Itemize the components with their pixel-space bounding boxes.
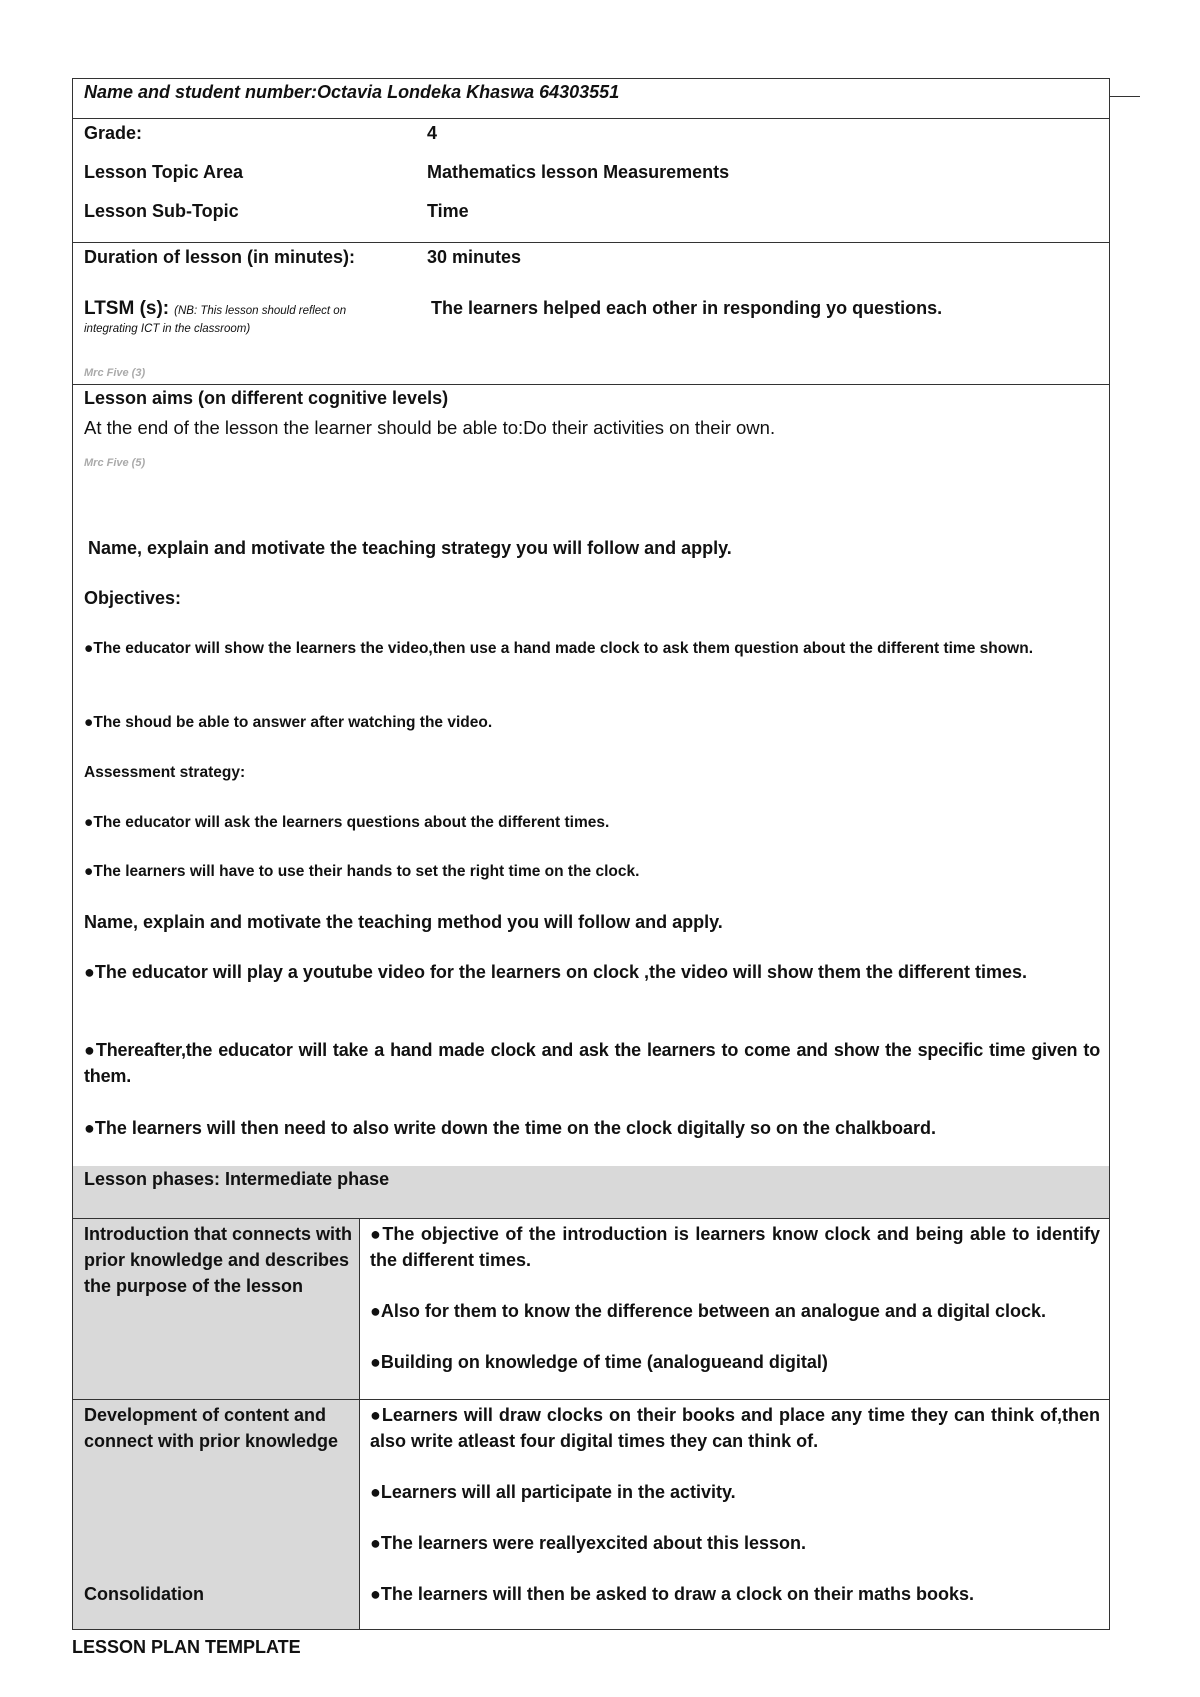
rule-after-introduction xyxy=(72,1399,1110,1400)
assessment-heading: Assessment strategy: xyxy=(84,764,246,781)
aims-marks-annotation: Mrc Five (5) xyxy=(84,457,146,469)
consolidation-label: Consolidation xyxy=(84,1584,204,1604)
subtopic-value: Time xyxy=(427,201,469,221)
aims-text: At the end of the lesson the learner should be able to:Do their activities on their own. xyxy=(84,417,776,438)
assessment-item: ●The learners will have to use their hands to set the right time on the clock. xyxy=(84,863,640,880)
rule-after-subtopic xyxy=(72,242,1110,243)
topic-label: Lesson Topic Area xyxy=(84,162,244,182)
header-rule-extension xyxy=(1110,96,1140,97)
introduction-item: ●Building on knowledge of time (analogueand digital) xyxy=(370,1352,828,1372)
ltsm-note-continued: integrating ICT in the classroom) xyxy=(84,323,251,335)
grade-value: 4 xyxy=(427,123,438,143)
objective-item: ●The educator will show the learners the video,then use a hand made clock to ask them question about the different time shown. xyxy=(84,640,1034,657)
development-item: ●Learners will all participate in the activity. xyxy=(370,1482,736,1502)
objectives-heading: Objectives: xyxy=(84,588,182,608)
ltsm-value: The learners helped each other in responding yo questions. xyxy=(431,298,943,318)
phases-heading: Lesson phases: Intermediate phase xyxy=(84,1169,390,1189)
method-item: ●The learners will then need to also write down the time on the clock digitally so on the chalkboard. xyxy=(84,1118,937,1138)
introduction-item: ●Also for them to know the difference between an analogue and a digital clock. xyxy=(370,1301,1046,1321)
rule-after-name xyxy=(72,118,1110,119)
aims-heading xyxy=(84,385,448,411)
subtopic-label: Lesson Sub-Topic xyxy=(84,201,239,221)
marks-annotation: Mrc Five (3) xyxy=(84,367,146,379)
development-label: Development of content and connect with prior knowledge xyxy=(84,1405,339,1451)
assessment-item: ●The educator will ask the learners questions about the different times. xyxy=(84,814,610,831)
name-label: Name and student number: xyxy=(84,82,318,102)
introduction-item: ●The objective of the introduction is learners know clock and being able to identify the different times. xyxy=(370,1224,1100,1270)
topic-value: Mathematics lesson Measurements xyxy=(427,162,730,182)
ltsm-label-line xyxy=(84,295,346,322)
duration-value: 30 minutes xyxy=(427,247,522,267)
objective-item: ●The shoud be able to answer after watching the video. xyxy=(84,714,493,731)
ltsm-label: LTSM (s): xyxy=(84,298,170,319)
method-item: ●Thereafter,the educator will take a hand made clock and ask the learners to come and show the specific time given to them. xyxy=(84,1040,1100,1086)
rule-after-phases-heading xyxy=(72,1218,1110,1219)
student-name-line xyxy=(84,79,619,105)
development-item: ●Learners will draw clocks on their books and place any time they can think of,then also write atleast four digital times they can think of. xyxy=(370,1405,1100,1451)
grade-label: Grade: xyxy=(84,123,143,143)
duration-label: Duration of lesson (in minutes): xyxy=(84,247,356,267)
consolidation-item: ●The learners will then be asked to draw a clock on their maths books. xyxy=(370,1584,975,1604)
template-title: LESSON PLAN TEMPLATE xyxy=(72,1637,301,1657)
method-prompt: Name, explain and motivate the teaching method you will follow and apply. xyxy=(84,912,723,932)
phases-column-divider xyxy=(359,1218,360,1629)
ltsm-note: (NB: This lesson should reflect on xyxy=(174,305,347,317)
introduction-label: Introduction that connects with prior knowledge and describes the purpose of the lesson xyxy=(84,1224,352,1296)
aims-heading-text: Lesson aims (on different cognitive levels) xyxy=(84,388,449,408)
development-item: ●The learners were reallyexcited about this lesson. xyxy=(370,1533,807,1553)
method-item: ●The educator will play a youtube video for the learners on clock ,the video will show them the different times. xyxy=(84,962,1028,982)
strategy-prompt: Name, explain and motivate the teaching strategy you will follow and apply. xyxy=(88,538,732,558)
student-name-value: Octavia Londeka Khaswa 64303551 xyxy=(317,82,620,102)
